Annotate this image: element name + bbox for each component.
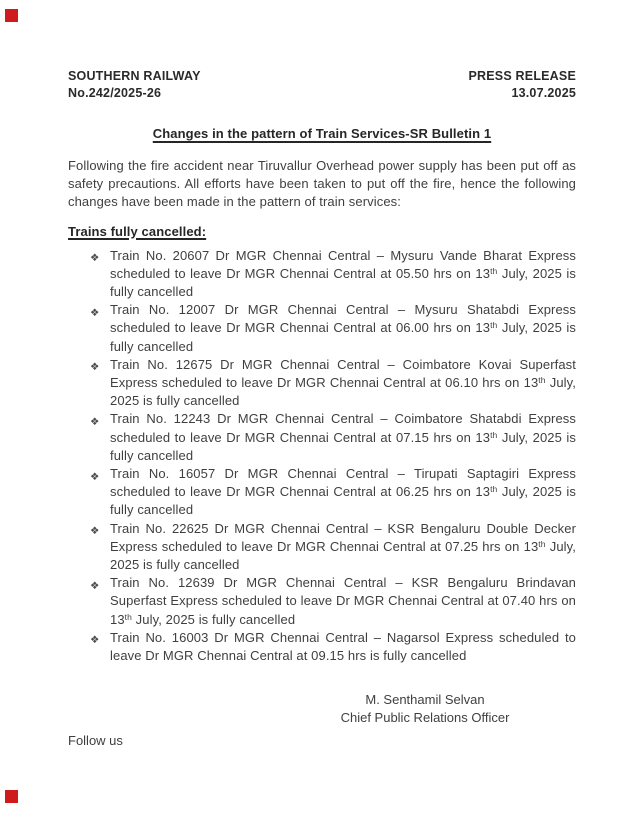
train-cancellation-item <box>68 356 576 411</box>
signatory-designation: Chief Public Relations Officer <box>340 710 510 726</box>
train-cancellation-item <box>68 629 576 665</box>
release-date: 13.07.2025 <box>511 86 576 100</box>
train-cancellation-item <box>68 465 576 520</box>
diamond-bullet-icon: ❖ <box>90 634 100 647</box>
train-cancellation-item <box>68 301 576 356</box>
train-cancellation-item <box>68 410 576 465</box>
red-corner-mark-top <box>5 9 18 22</box>
diamond-bullet-icon: ❖ <box>90 252 100 265</box>
train-cancellation-text: Train No. 12007 Dr MGR Chennai Central – Mysuru Shatabdi Express scheduled to leave Dr MGR Chennai Central at 06.00 hrs on 13th July, 2025 is fully cancelled <box>110 302 576 354</box>
org-name: SOUTHERN RAILWAY <box>68 69 201 83</box>
train-cancellation-text: Train No. 12675 Dr MGR Chennai Central – Coimbatore Kovai Superfast Express scheduled to leave Dr MGR Chennai Central at 06.10 hrs on 13th July, 2025 is fully cancelled <box>110 356 576 409</box>
section-heading-text: Trains fully cancelled: <box>68 223 207 239</box>
diamond-bullet-icon: ❖ <box>90 470 100 483</box>
doc-type-label: PRESS RELEASE <box>468 69 576 83</box>
intro-paragraph: Following the fire accident near Tiruvallur Overhead power supply has been put off as safety precautions. All efforts have been taken to put off the fire, hence the following changes have been made in the pattern of train services: <box>68 158 576 210</box>
diamond-bullet-icon: ❖ <box>90 579 100 592</box>
document-content <box>68 68 576 748</box>
header-right-block <box>469 68 577 102</box>
reference-number: No.242/2025-26 <box>68 86 162 100</box>
train-cancellation-text: Train No. 12243 Dr MGR Chennai Central – Coimbatore Shatabdi Express scheduled to leave Dr MGR Chennai Central at 07.15 hrs on 13th July, 2025 is fully cancelled <box>110 411 576 463</box>
train-cancellation-text: Train No. 22625 Dr MGR Chennai Central – KSR Bengaluru Double Decker Express scheduled to leave Dr MGR Chennai Central at 07.25 hrs on 13th July, 2025 is fully cancelled <box>110 520 576 573</box>
diamond-bullet-icon: ❖ <box>90 525 100 538</box>
follow-us-label: Follow us <box>68 733 123 749</box>
section-heading <box>68 224 576 239</box>
signature-block <box>295 691 555 727</box>
train-cancellation-item <box>68 247 576 302</box>
cancelled-trains-list <box>68 247 576 666</box>
diamond-bullet-icon: ❖ <box>90 306 100 319</box>
document-title-text: Changes in the pattern of Train Services-SR Bulletin 1 <box>152 126 492 141</box>
train-cancellation-text: Train No. 16003 Dr MGR Chennai Central – Nagarsol Express scheduled to leave Dr MGR Chennai Central at 09.15 hrs is fully cancelled <box>110 629 576 664</box>
train-cancellation-text: Train No. 16057 Dr MGR Chennai Central – Tirupati Saptagiri Express scheduled to leave Dr MGR Chennai Central at 06.25 hrs on 13th July, 2025 is fully cancelled <box>110 466 576 518</box>
diamond-bullet-icon: ❖ <box>90 361 100 374</box>
train-cancellation-item <box>68 574 576 629</box>
diamond-bullet-icon: ❖ <box>90 415 100 428</box>
train-cancellation-item <box>68 520 576 575</box>
signatory-name: M. Senthamil Selvan <box>365 692 485 708</box>
document-header <box>68 68 576 102</box>
document-title <box>68 126 576 141</box>
train-cancellation-text: Train No. 20607 Dr MGR Chennai Central – Mysuru Vande Bharat Express scheduled to leave Dr MGR Chennai Central at 05.50 hrs on 13th July, 2025 is fully cancelled <box>110 247 576 300</box>
red-corner-mark-bottom <box>5 790 18 803</box>
header-left-block <box>68 68 201 102</box>
train-cancellation-text: Train No. 12639 Dr MGR Chennai Central – KSR Bengaluru Brindavan Superfast Express scheduled to leave Dr MGR Chennai Central at 07.40 hrs on 13th July, 2025 is fully cancelled <box>110 575 576 627</box>
